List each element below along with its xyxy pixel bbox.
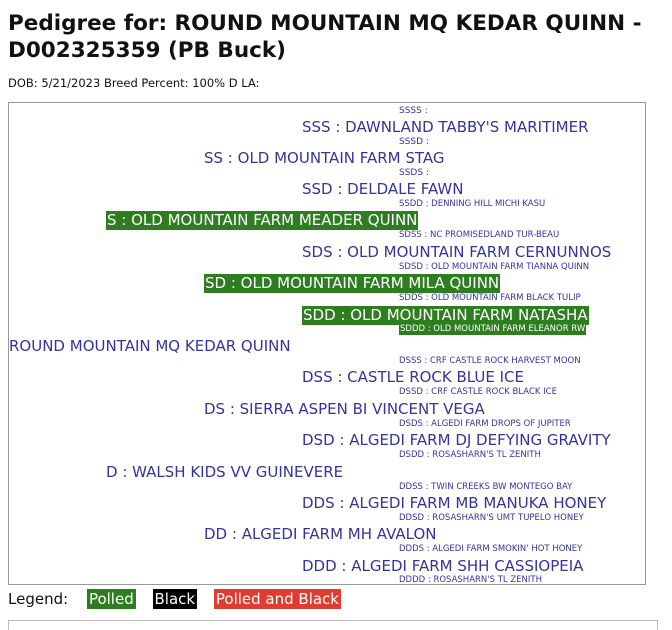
pedigree-entry-dsdd[interactable]: DSDD : ROSASHARN'S TL ZENITH — [399, 450, 541, 460]
pedigree-entry-ssds[interactable]: SSDS : — [399, 168, 429, 178]
pedigree-entry-ssdd[interactable]: SSDD : DENNING HILL MICHI KASU — [399, 199, 546, 209]
pedigree-entry-ddsd[interactable]: DDSD : ROSASHARN'S UMT TUPELO HONEY — [399, 513, 584, 523]
pedigree-entry-ds[interactable]: DS : SIERRA ASPEN BI VINCENT VEGA — [204, 400, 485, 418]
animal-meta: DOB: 5/21/2023 Breed Percent: 100% D LA: — [8, 76, 260, 90]
pedigree-entry-sdsd[interactable]: SDSD : OLD MOUNTAIN FARM TIANNA QUINN — [399, 262, 590, 272]
pedigree-entry-dddd[interactable]: DDDD : ROSASHARN'S TL ZENITH — [399, 575, 542, 585]
pedigree-entry-sssd[interactable]: SSSD : — [399, 137, 429, 147]
pedigree-tree — [8, 102, 646, 585]
legend-label: Legend: — [8, 590, 69, 608]
legend-polled-and-black: Polled and Black — [215, 590, 339, 608]
pedigree-subject[interactable]: ROUND MOUNTAIN MQ KEDAR QUINN — [9, 337, 291, 355]
pedigree-entry-sds[interactable]: SDS : OLD MOUNTAIN FARM CERNUNNOS — [302, 243, 612, 261]
pedigree-entry-ddd[interactable]: DDD : ALGEDI FARM SHH CASSIOPEIA — [302, 557, 584, 575]
page-title: Pedigree for: ROUND MOUNTAIN MQ KEDAR QUINN - D002325359 (PB Buck) — [8, 11, 642, 63]
pedigree-entry-d[interactable]: D : WALSH KIDS VV GUINEVERE — [106, 463, 344, 481]
pedigree-entry-sdd[interactable]: SDD : OLD MOUNTAIN FARM NATASHA — [303, 306, 588, 324]
legend — [8, 589, 347, 611]
pedigree-entry-ddds[interactable]: DDDS : ALGEDI FARM SMOKIN' HOT HONEY — [399, 544, 583, 554]
pedigree-entry-s[interactable]: S : OLD MOUNTAIN FARM MEADER QUINN — [107, 211, 418, 229]
pedigree-entry-ssd[interactable]: SSD : DELDALE FAWN — [302, 180, 464, 198]
pedigree-entry-ssss[interactable]: SSSS : — [399, 106, 428, 116]
pedigree-entry-sss[interactable]: SSS : DAWNLAND TABBY'S MARITIMER — [302, 118, 589, 136]
pedigree-entry-dds[interactable]: DDS : ALGEDI FARM MB MANUKA HONEY — [302, 494, 607, 512]
pedigree-entry-dd[interactable]: DD : ALGEDI FARM MH AVALON — [204, 525, 437, 543]
legend-black: Black — [154, 590, 196, 608]
pedigree-entry-sdss[interactable]: SDSS : NC PROMISEDLAND TUR-BEAU — [399, 230, 560, 240]
legend-polled: Polled — [88, 590, 134, 608]
pedigree-entry-dsds[interactable]: DSDS : ALGEDI FARM DROPS OF JUPITER — [399, 419, 571, 429]
pedigree-entry-dss[interactable]: DSS : CASTLE ROCK BLUE ICE — [302, 368, 525, 386]
pedigree-entry-sdds[interactable]: SDDS : OLD MOUNTAIN FARM BLACK TULIP — [399, 293, 581, 303]
pedigree-entry-dssd[interactable]: DSSD : CRF CASTLE ROCK BLACK ICE — [399, 387, 557, 397]
pedigree-entry-sd[interactable]: SD : OLD MOUNTAIN FARM MILA QUINN — [205, 274, 500, 292]
pedigree-entry-sddd[interactable]: SDDD : OLD MOUNTAIN FARM ELEANOR RW — [400, 324, 586, 334]
pedigree-entry-dsd[interactable]: DSD : ALGEDI FARM DJ DEFYING GRAVITY — [302, 431, 611, 449]
pedigree-entry-ddss[interactable]: DDSS : TWIN CREEKS BW MONTEGO BAY — [399, 482, 573, 492]
pedigree-entry-ss[interactable]: SS : OLD MOUNTAIN FARM STAG — [204, 149, 445, 167]
pedigree-entry-dsss[interactable]: DSSS : CRF CASTLE ROCK HARVEST MOON — [399, 356, 581, 366]
next-section-edge — [8, 620, 658, 630]
